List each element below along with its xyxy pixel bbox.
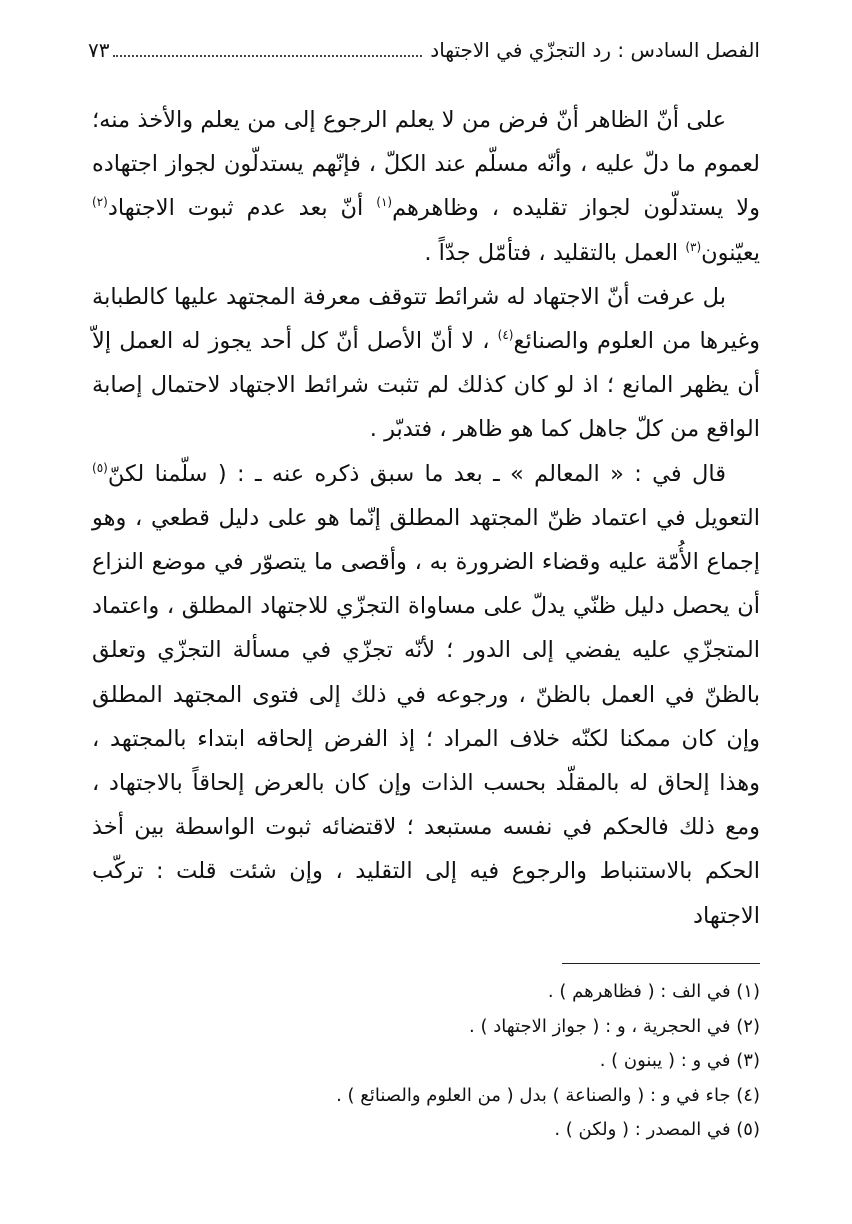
header-leader-dots xyxy=(113,54,422,57)
paragraph-text: العمل بالتقليد ، فتأمّل جدّاً . xyxy=(424,239,679,266)
paragraph xyxy=(92,452,760,938)
paragraph-text: أنّ بعد عدم ثبوت الاجتهاد xyxy=(107,195,364,222)
footnote: (٢) في الحجرية ، و : ( جواز الاجتهاد ) . xyxy=(469,1015,760,1037)
footnote-marker: (١) xyxy=(376,195,393,210)
paragraph xyxy=(92,98,760,275)
paragraph-text: على أنّ الظاهر أنّ فرض من لا يعلم الرجوع إلى من يعلم والأخذ منه؛ لعموم ما دلّ عليه ، وأنّه مسلّم عند الكلّ ، فإنّهم يستدلّون لجواز اجتهاده ولا يستدلّون لجواز تقليده ، وظاهرهم xyxy=(92,107,760,222)
footnotes xyxy=(92,975,760,1148)
page-number: ٧٣ xyxy=(88,38,110,62)
footnote-marker: (٣) xyxy=(685,239,702,254)
footnote-separator xyxy=(562,963,760,964)
paragraph-text: بل عرفت أنّ الاجتهاد له شرائط تتوقف معرفة المجتهد عليها كالطبابة وغيرها من العلوم والصنائع xyxy=(92,283,761,355)
footnote: (٣) في و : ( يبنون ) . xyxy=(599,1050,760,1071)
paragraph xyxy=(92,275,760,452)
running-header xyxy=(88,30,760,64)
footnote-marker: (٢) xyxy=(92,195,108,210)
paragraph-text: قال في : « المعالم » ـ بعد ما سبق ذكره عنه ـ : ( سلّمنا لكنّ xyxy=(107,460,726,487)
footnote: (٤) جاء في و : ( والصناعة ) بدل ( من العلوم والصنائع ) . xyxy=(336,1084,760,1106)
footnote-marker: (٤) xyxy=(497,328,514,343)
paragraph-text: يعيّنون xyxy=(701,239,760,266)
paragraph-text: التعويل في اعتماد ظنّ المجتهد المطلق إنّما هو على دليل قطعي ، وهو إجماع الأُمّة عليه وقضاء الضرورة به ، وأقصى ما يتصوّر في موضع النزاع أن يحصل دليل ظنّي يدلّ على مساواة التجزّي للاجتهاد المطلق ، واعتماد المتجزّي عليه يفضي إلى الدور ؛ لأنّه تجزّي في مسألة التجزّي وتعلق بالظنّ في العمل بالظنّ ، ورجوعه في ذلك إلى فتوى المجتهد المطلق وإن كان ممكنا لكنّه خلاف المراد ؛ إذ الفرض إلحاقه ابتداء بالمجتهد ، وهذا إلحاق له بالمقلّد بحسب الذات وإن كان بالعرض إلحاقاً بالاجتهاد ، ومع ذلك فالحكم في نفسه مستبعد ؛ لاقتضائه ثبوت الواسطة بين أخذ الحكم بالاستنباط والرجوع فيه إلى التقليد ، وإن شئت قلت : تركّب الاجتهاد xyxy=(92,504,760,929)
footnote: (١) في الف : ( فظاهرهم ) . xyxy=(547,981,760,1002)
chapter-title: الفصل السادس : رد التجزّي في الاجتهاد xyxy=(430,38,760,62)
footnote: (٥) في المصدر : ( ولكن ) . xyxy=(554,1119,760,1140)
main-text xyxy=(92,98,760,938)
footnote-marker: (٥) xyxy=(92,460,108,475)
paragraph-text: ، لا أنّ الأصل أنّ كل أحد يجوز له العمل إلاّ أن يظهر المانع ؛ اذ لو كان كذلك لم تثبت شرائط الاجتهاد لاحتمال إصابة الواقع من كلّ جاهل كما هو ظاهر ، فتدبّر . xyxy=(92,328,760,443)
